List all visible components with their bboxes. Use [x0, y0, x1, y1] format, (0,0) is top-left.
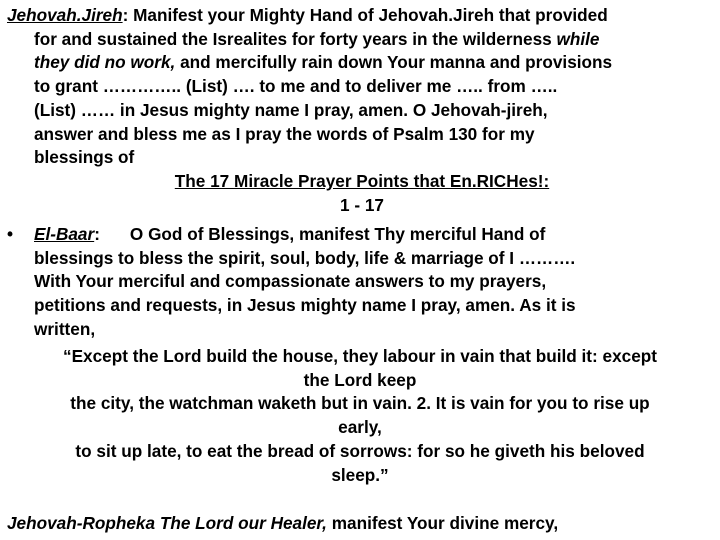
- psalm-quote: [7, 345, 713, 487]
- verse-line-5: to sit up late, to eat the bread of sorrows: for so he giveth his beloved: [75, 440, 645, 461]
- jehovah-ropheka-line: [7, 512, 558, 536]
- verse-line-6: sleep.”: [331, 464, 389, 485]
- para1-colon: :: [122, 5, 129, 25]
- para1-line-4: to grant ………….. (List) …. to me and to deliver me ….. from …..: [34, 76, 558, 97]
- verse-line-2: the Lord keep: [303, 369, 417, 390]
- bullet-line-1: [7, 223, 717, 247]
- bullet-line-2: blessings to bless the spirit, soul, body, life & marriage of I ……….: [34, 247, 576, 268]
- jehovah-jireh-name: Jehovah.Jireh: [7, 5, 123, 25]
- para1-line-3-text: and mercifully rain down Your manna and provisions: [175, 52, 613, 73]
- para1-line-5: (List) …… in Jesus mighty name I pray, amen. O Jehovah-jireh,: [34, 99, 548, 120]
- para1-line-1-text: Manifest your Mighty Hand of Jehovah.Jireh that provided: [128, 5, 608, 25]
- para1-line-2-italic: while: [556, 28, 600, 49]
- bullet-line-3: With Your merciful and compassionate answers to my prayers,: [34, 271, 547, 292]
- bullet-line-4: petitions and requests, in Jesus mighty name I pray, amen. As it is: [34, 295, 576, 316]
- bullet-icon: •: [7, 224, 14, 244]
- el-baar-name: El-Baar: [34, 224, 95, 244]
- miracle-heading-text: The 17 Miracle Prayer Points that En.RICHes!:: [174, 170, 550, 191]
- jehovah-ropheka-name: Jehovah-Ropheka The Lord our Healer,: [7, 513, 327, 533]
- bullet-line-1-text: O God of Blessings, manifest Thy merciful Hand of: [129, 224, 546, 244]
- jehovah-jireh-paragraph: [7, 4, 717, 217]
- points-range: 1 - 17: [340, 194, 384, 215]
- bullet-colon: :: [94, 224, 100, 244]
- para1-line-2-text: for and sustained the Isrealites for forty years in the wilderness: [34, 28, 557, 49]
- para1-line-3-italic: they did no work,: [34, 52, 176, 73]
- verse-line-4: early,: [338, 417, 382, 438]
- verse-line-3: the city, the watchman waketh but in vain. 2. It is vain for you to rise up: [70, 393, 650, 414]
- el-baar-bullet-item: [7, 223, 717, 342]
- bullet-line-5: written,: [34, 318, 96, 339]
- para1-line-7: blessings of: [34, 147, 135, 168]
- miracle-heading: [7, 170, 717, 194]
- para1-line-2: [7, 28, 717, 52]
- verse-line-1: “Except the Lord build the house, they labour in vain that build it: except: [63, 346, 657, 366]
- para1-line-6: answer and bless me as I pray the words of Psalm 130 for my: [34, 123, 535, 144]
- para1-line-3: [7, 51, 717, 75]
- jehovah-ropheka-text: manifest Your divine mercy,: [326, 513, 559, 533]
- para1-line-1: [7, 4, 717, 28]
